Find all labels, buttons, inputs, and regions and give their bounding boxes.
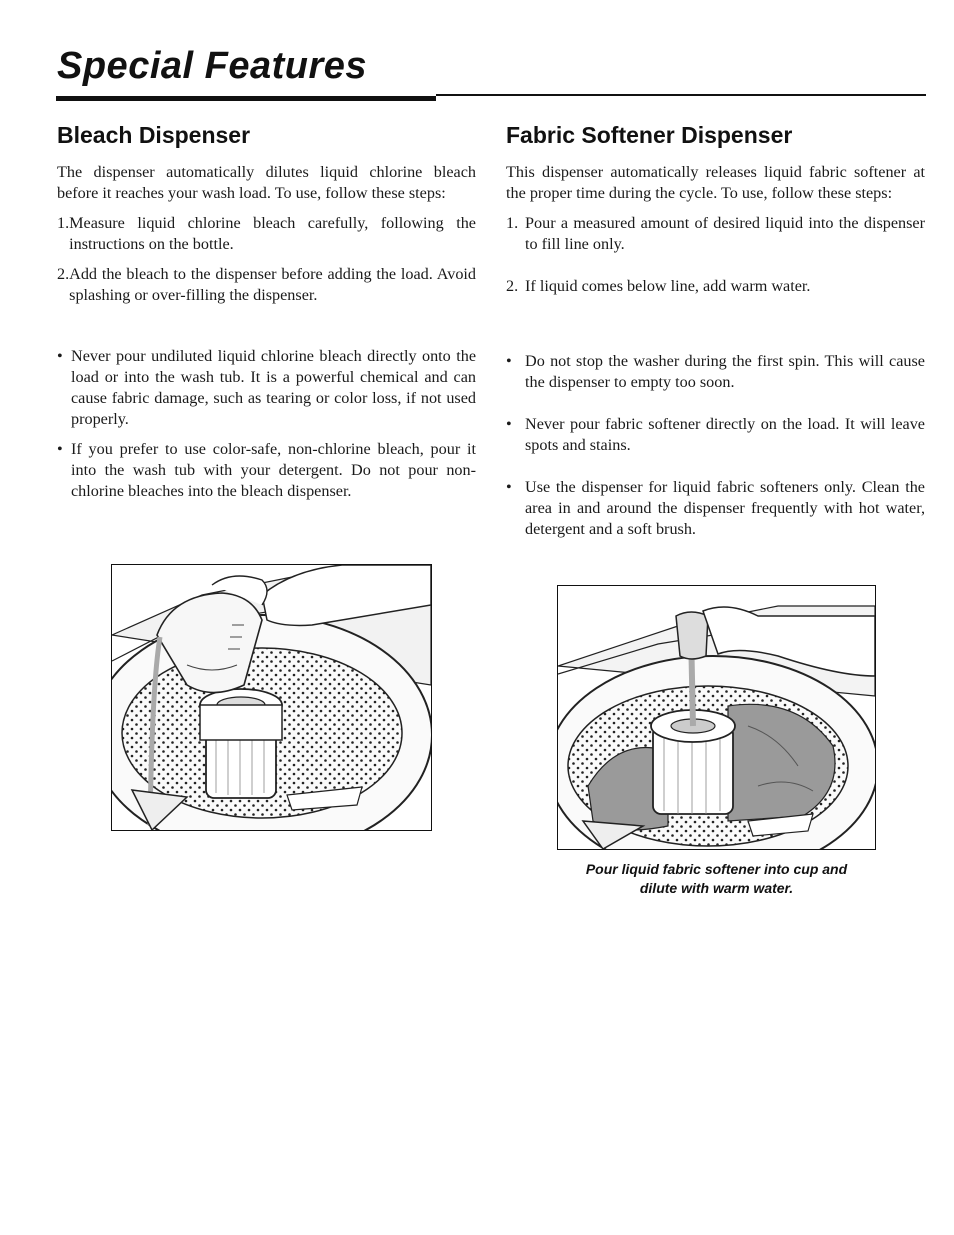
bullet-icon: • (506, 478, 512, 496)
bullet-icon: • (57, 440, 63, 458)
softener-pouring-drawing (558, 586, 875, 849)
bullet-icon: • (506, 415, 512, 433)
bleach-heading: Bleach Dispenser (57, 122, 251, 148)
bleach-section (57, 118, 476, 502)
caption-line-2: dilute with warm water. (639, 880, 794, 896)
bleach-step-1-text: Measure liquid chlorine bleach carefully, following the instructions on the bottle. (69, 214, 476, 253)
softener-bullet-1-text: Do not stop the washer during the first spin. This will cause the dispenser to empty too soon. (525, 352, 925, 391)
softener-step-1 (506, 213, 925, 255)
softener-step-1-number: 1. (506, 214, 519, 232)
softener-heading: Fabric Softener Dispenser (506, 122, 793, 148)
softener-intro: This dispenser automatically releases liquid fabric softener at the proper time during the cycle. To use, follow these steps: (506, 163, 925, 202)
softener-bullet-2 (506, 414, 925, 456)
bleach-step-2-text: Add the bleach to the dispenser before adding the load. Avoid splashing or over-filling the dispenser. (69, 265, 476, 304)
softener-step-2-text: If liquid comes below line, add warm water. (525, 277, 811, 295)
bleach-step-1 (57, 213, 476, 255)
softener-figure-caption (557, 860, 876, 898)
bleach-step-2-number: 2. (57, 265, 70, 283)
softener-section (506, 118, 925, 540)
bleach-bullet-1 (57, 346, 476, 430)
softener-step-2 (506, 276, 925, 297)
bleach-step-2 (57, 264, 476, 306)
title-rule-thin (436, 94, 926, 96)
softener-bullet-2-text: Never pour fabric softener directly on the load. It will leave spots and stains. (525, 415, 925, 454)
softener-bullet-1 (506, 351, 925, 393)
bullet-icon: • (506, 352, 512, 370)
softener-step-1-text: Pour a measured amount of desired liquid into the dispenser to fill line only. (525, 214, 925, 253)
bleach-bullet-1-text: Never pour undiluted liquid chlorine bleach directly onto the load or into the wash tub. It is a powerful chemical and can cause fabric damage, such as tearing or color loss, if not used properly. (71, 347, 476, 428)
bleach-pouring-drawing (112, 565, 431, 830)
bleach-intro: The dispenser automatically dilutes liquid chlorine bleach before it reaches your wash load. To use, follow these steps: (57, 163, 476, 202)
title-rule-thick (56, 96, 436, 101)
caption-line-1: Pour liquid fabric softener into cup and (585, 861, 848, 877)
softener-illustration (557, 585, 876, 850)
bleach-bullet-2-text: If you prefer to use color-safe, non-chlorine bleach, pour it into the wash tub with your detergent. Do not pour non-chlorine bleaches into the bleach dispenser. (71, 440, 476, 500)
bullet-icon: • (57, 347, 63, 365)
bleach-step-1-number: 1. (57, 214, 70, 232)
softener-bullet-3 (506, 477, 925, 540)
bleach-bullet-2 (57, 439, 476, 502)
softener-step-2-number: 2. (506, 277, 519, 295)
bleach-illustration (111, 564, 432, 831)
page-title: Special Features (57, 45, 368, 87)
softener-bullet-3-text: Use the dispenser for liquid fabric softeners only. Clean the area in and around the dispenser frequently with hot water, detergent and a soft brush. (525, 478, 925, 538)
